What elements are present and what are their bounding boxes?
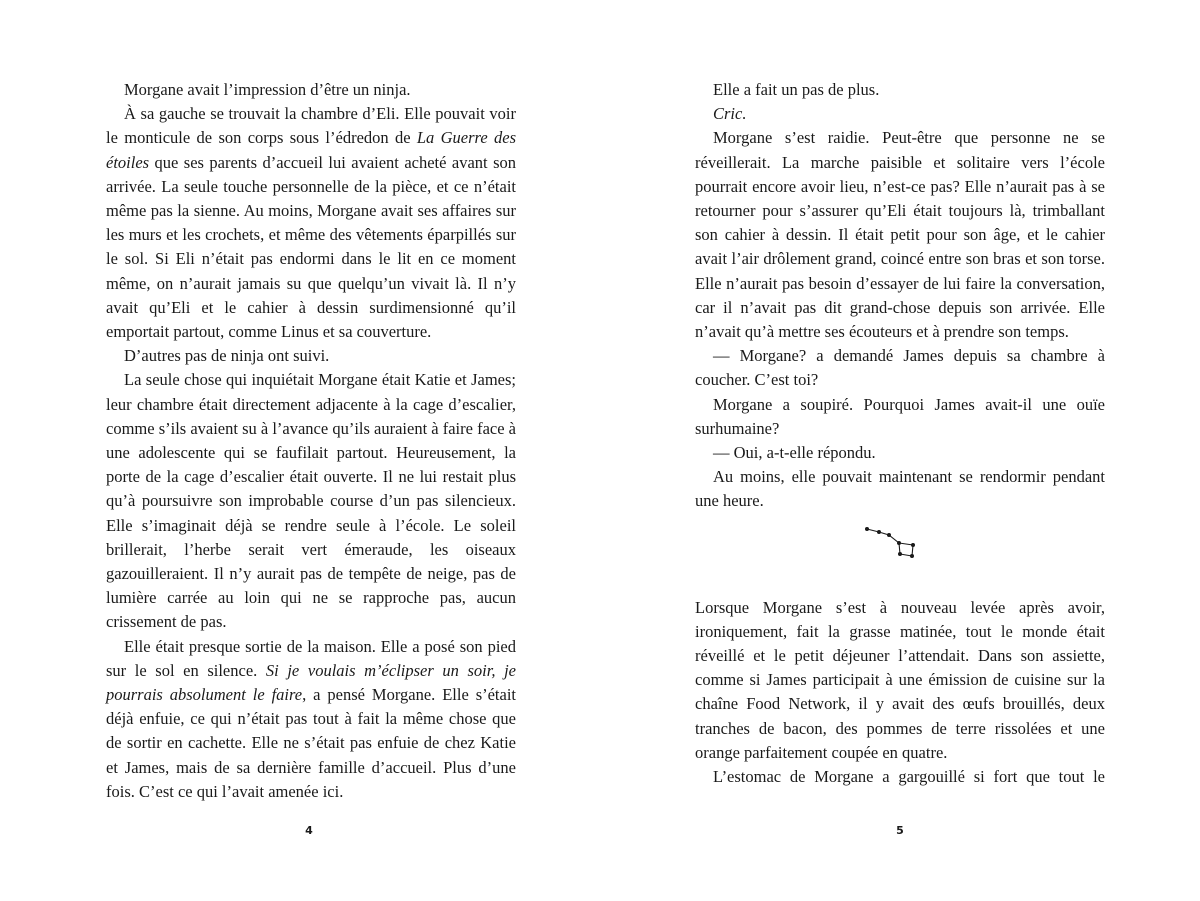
paragraph <box>695 596 1105 765</box>
page-number-left: 4 <box>305 824 313 837</box>
paragraph <box>106 635 516 804</box>
section-break <box>695 514 1105 596</box>
paragraph <box>695 78 1105 102</box>
text-run: L’estomac de Morgane a gargouillé si fort que tout le <box>713 767 1105 787</box>
italic-text: Cric. <box>713 104 747 124</box>
text-run: — Oui, a-t-elle répondu. <box>713 443 876 463</box>
text-run: Elle a fait un pas de plus. <box>713 80 880 99</box>
text-run: Lorsque Morgane s’est à nouveau levée après avoir, ironiquement, fait la grasse matinée, tout le monde était réveillé et le petit déjeuner l’attendait. Dans son assiette, comme si James participait à une émission de cuisine sur la chaîne Food Network, il y avait des œufs brouillés, deux tranches de bacon, des pommes de terre rissolées et une orange parfaitement coupée en quatre. <box>695 597 1105 762</box>
page-number-right: 5 <box>896 824 904 837</box>
paragraph <box>695 465 1105 513</box>
paragraph <box>695 102 1105 126</box>
text-run: , a pensé Morgane. Elle s’était déjà enfuie, ce qui n’était pas tout à fait la même chose que de sortir en cachette. Elle ne s’était pas enfuie de chez Katie et James, mais de sa dernière famille d’accueil. Plus d’une fois. C’est ce qui l’avait amenée ici. <box>106 685 517 801</box>
paragraph <box>695 344 1105 392</box>
text-run: — Morgane? a demandé James depuis sa chambre à coucher. C’est toi? <box>695 346 1105 390</box>
paragraph <box>695 765 1105 789</box>
text-run: Morgane avait l’impression d’être un ninja. <box>124 80 411 99</box>
left-page <box>106 78 516 804</box>
paragraph <box>106 102 516 344</box>
text-run: D’autres pas de ninja ont suivi. <box>124 346 330 366</box>
text-run: Morgane s’est raidie. Peut-être que personne ne se réveillerait. La marche paisible et solitaire vers l’école pourrait encore avoir lieu, n’est-ce pas? Elle n’aurait pas à se retourner pour s’assurer qu’Eli était toujours là, trimballant son cahier à dessin. Il était petit pour son âge, et le cahier avait l’air drôlement grand, coincé entre son bras et son torse. Elle n’aurait pas besoin d’essayer de lui faire la conversation, car il n’avait pas dit grand-chose depuis son arrivée. Elle n’avait qu’à mettre ses écouteurs et à prendre son temps. <box>695 128 1105 342</box>
paragraph <box>106 344 516 368</box>
paragraph <box>106 368 516 634</box>
paragraph <box>695 126 1105 344</box>
paragraph <box>106 78 516 102</box>
paragraph <box>695 393 1105 441</box>
big-dipper-constellation-icon <box>865 524 927 560</box>
text-run: Morgane a soupiré. Pourquoi James avait-il une ouïe surhumaine? <box>695 394 1105 438</box>
text-run: La seule chose qui inquiétait Morgane était Katie et James; leur chambre était directement adjacente à la cage d’escalier, comme s’ils avaient su à l’avance qu’ils auraient à faire face à une adolescente qui se faufilait partout. Heureusement, la porte de la cage d’escalier était ouverte. Il ne lui restait plus qu’à poursuivre son improbable course d’un pas silencieux. Elle s’imaginait déjà se rendre seule à l’école. Le soleil brillerait, l’herbe serait vert émeraude, les oiseaux gazouilleraient. Il n’y aurait pas de tempête de neige, pas de lumière carrée au loin qui ne se rapproche pas, aucun crissement de pas. <box>106 370 517 632</box>
italic-text: La Guerre des étoiles <box>106 128 516 172</box>
right-page <box>695 78 1105 789</box>
italic-text: Si je voulais m’éclipser un soir, je pourrais absolument le faire <box>106 660 516 705</box>
text-run: À sa gauche se trouvait la chambre d’Eli. Elle pouvait voir le monticule de son corps sous l’édredon de <box>106 104 516 148</box>
text-run: que ses parents d’accueil lui avaient acheté avant son arrivée. La seule touche personnelle de la pièce, et ce n’était même pas la sienne. Au moins, Morgane avait ses affaires sur les murs et les crochets, et même des vêtements éparpillés sur le sol. Si Eli n’était pas endormi dans le lit en ce moment même, on n’aurait jamais su que quelqu’un vivait là. Il n’y avait qu’Eli et le cahier à dessin surdimensionné qu’il emportait partout, comme Linus et sa couverture. <box>106 152 516 342</box>
paragraph <box>695 441 1105 465</box>
text-run: Elle était presque sortie de la maison. Elle a posé son pied sur le sol en silence. <box>106 636 516 680</box>
text-run: Au moins, elle pouvait maintenant se rendormir pendant une heure. <box>695 467 1105 511</box>
